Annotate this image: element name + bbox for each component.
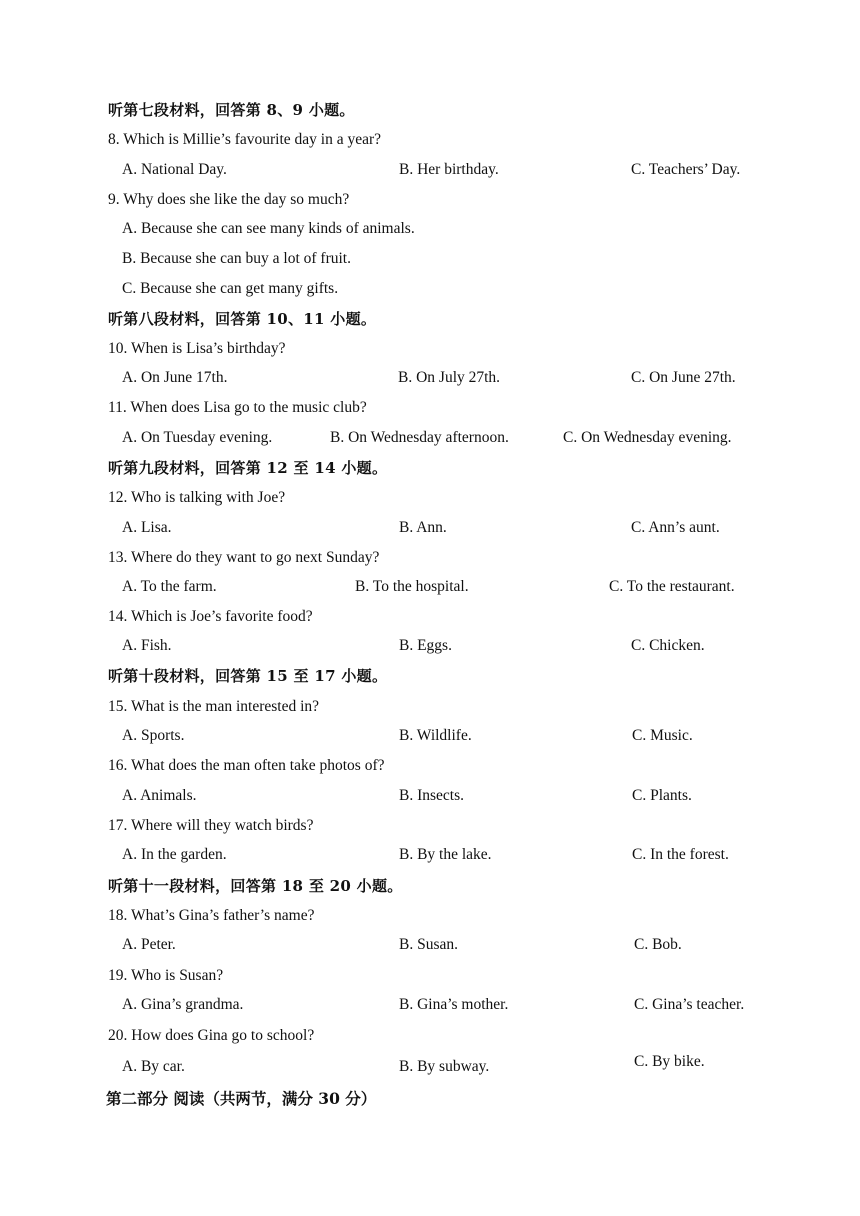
listening-heading: 听第十段材料，回答第 15 至 17 小题。 xyxy=(108,667,388,685)
option-c: C. On Wednesday evening. xyxy=(563,429,732,446)
option-b: B. To the hospital. xyxy=(355,578,469,595)
option-b: B. Insects. xyxy=(399,787,465,804)
option-c: C. Plants. xyxy=(632,787,692,804)
option-c: C. By bike. xyxy=(634,1053,705,1070)
option-b: B. By the lake. xyxy=(399,846,492,863)
question-15: 15. What is the man interested in? xyxy=(108,698,320,715)
option-a: A. Peter. xyxy=(122,936,176,953)
option-a: A. To the farm. xyxy=(122,578,217,595)
option-b: B. Susan. xyxy=(399,936,458,953)
option-b: B. Because she can buy a lot of fruit. xyxy=(122,250,351,267)
options-row-10 xyxy=(0,365,860,391)
option-c: C. Teachers’ Day. xyxy=(631,161,741,178)
option-a: A. In the garden. xyxy=(122,846,227,863)
option-a: A. Lisa. xyxy=(122,519,172,536)
options-row-20 xyxy=(0,1054,860,1080)
option-a: A. On Tuesday evening. xyxy=(122,429,273,446)
option-c: C. Chicken. xyxy=(631,637,705,654)
option-c: C. Gina’s teacher. xyxy=(634,996,745,1013)
options-row-8 xyxy=(0,157,860,183)
question-13: 13. Where do they want to go next Sunday? xyxy=(108,549,380,566)
question-14: 14. Which is Joe’s favorite food? xyxy=(108,608,313,625)
option-a: A. Gina’s grandma. xyxy=(122,996,244,1013)
option-a: A. Sports. xyxy=(122,727,185,744)
option-a: A. Fish. xyxy=(122,637,172,654)
option-c: C. In the forest. xyxy=(632,846,729,863)
question-18: 18. What’s Gina’s father’s name? xyxy=(108,907,315,924)
section-title: 第二部分 阅读（共两节，满分 30 分） xyxy=(106,1089,377,1108)
option-a: A. Because she can see many kinds of animals. xyxy=(122,220,415,237)
option-b: B. Gina’s mother. xyxy=(399,996,509,1013)
option-b: B. Her birthday. xyxy=(399,161,499,178)
question-19: 19. Who is Susan? xyxy=(108,967,224,984)
option-a: A. Animals. xyxy=(122,787,197,804)
options-row-11 xyxy=(0,425,860,451)
option-c: C. Ann’s aunt. xyxy=(631,519,720,536)
listening-heading: 听第七段材料，回答第 8、9 小题。 xyxy=(108,101,355,119)
question-12: 12. Who is talking with Joe? xyxy=(108,489,286,506)
option-b: B. On July 27th. xyxy=(398,369,501,386)
question-11: 11. When does Lisa go to the music club? xyxy=(108,399,367,416)
listening-heading: 听第九段材料，回答第 12 至 14 小题。 xyxy=(108,459,388,477)
listening-heading: 听第十一段材料，回答第 18 至 20 小题。 xyxy=(108,877,403,895)
options-row-14 xyxy=(0,633,860,659)
option-c: C. Music. xyxy=(632,727,693,744)
option-b: B. By subway. xyxy=(399,1058,490,1075)
option-a: A. By car. xyxy=(122,1058,185,1075)
question-8: 8. Which is Millie’s favourite day in a year? xyxy=(108,131,382,148)
option-a: A. National Day. xyxy=(122,161,227,178)
option-c: C. On June 27th. xyxy=(631,369,736,386)
option-b: B. Wildlife. xyxy=(399,727,472,744)
question-9: 9. Why does she like the day so much? xyxy=(108,191,350,208)
options-row-12 xyxy=(0,515,860,541)
question-17: 17. Where will they watch birds? xyxy=(108,817,314,834)
options-row-19 xyxy=(0,992,860,1018)
options-row-18 xyxy=(0,932,860,958)
options-row-16 xyxy=(0,783,860,809)
option-c: C. Bob. xyxy=(634,936,682,953)
options-row-15 xyxy=(0,723,860,749)
question-10: 10. When is Lisa’s birthday? xyxy=(108,340,286,357)
option-c: C. To the restaurant. xyxy=(609,578,735,595)
options-row-13 xyxy=(0,574,860,600)
option-b: B. Eggs. xyxy=(399,637,452,654)
listening-heading: 听第八段材料，回答第 10、11 小题。 xyxy=(108,310,377,328)
option-b: B. Ann. xyxy=(399,519,447,536)
option-a: A. On June 17th. xyxy=(122,369,228,386)
question-20: 20. How does Gina go to school? xyxy=(108,1027,315,1044)
option-b: B. On Wednesday afternoon. xyxy=(330,429,509,446)
option-c: C. Because she can get many gifts. xyxy=(122,280,339,297)
options-row-17 xyxy=(0,842,860,868)
question-16: 16. What does the man often take photos of? xyxy=(108,757,385,774)
